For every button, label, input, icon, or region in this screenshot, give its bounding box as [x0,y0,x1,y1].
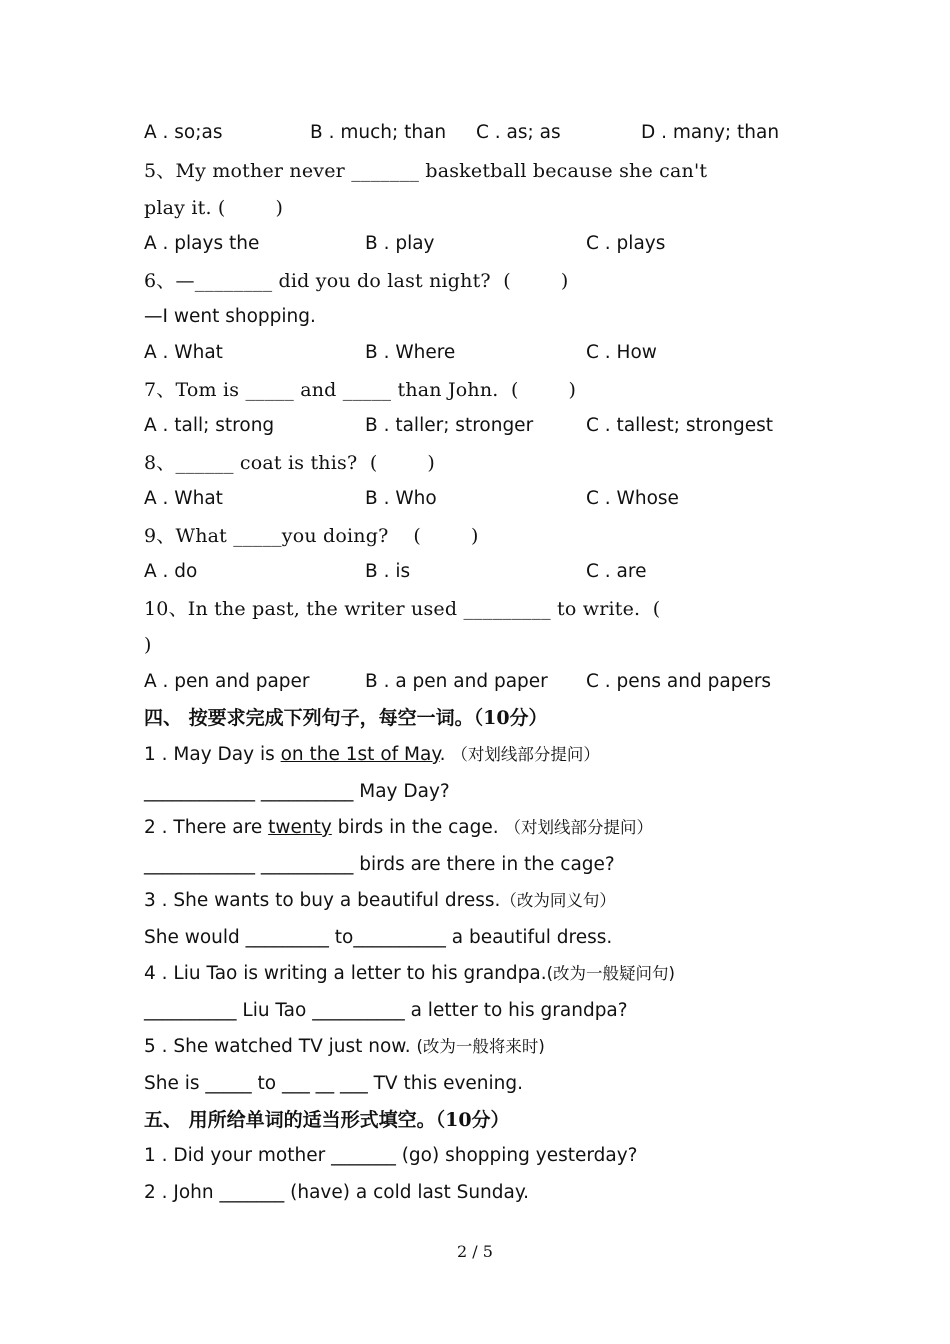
s4-item1-pre: 1 . May Day is [144,744,281,765]
s4-item3-prompt [144,889,616,913]
q8-question: 8、______ coat is this? ( ) [144,452,435,474]
q9-option-b: B . is [365,561,411,582]
q10-option-a: A . pen and paper [144,671,310,692]
q8-option-c: C . Whose [586,488,679,509]
q10-option-c: C . pens and papers [586,671,772,692]
q9-question: 9、What _____you doing? ( ) [144,525,479,547]
q7-option-b: B . taller; stronger [365,415,534,436]
q10-question-line2: ) [144,634,152,656]
s4-item2-prompt [144,816,653,840]
q5-question-line1: 5、My mother never _______ basketball because she can't [144,160,708,182]
q7-option-c: C . tallest; strongest [586,415,773,436]
q7-question: 7、Tom is _____ and _____ than John. ( ) [144,379,577,401]
s4-item1-note: （对划线部分提问） [451,745,600,764]
q9-option-c: C . are [586,561,647,582]
s4-item4-answer: __________ Liu Tao __________ a letter to his grandpa? [144,1000,628,1021]
s4-item1-answer: ____________ __________ May Day? [144,781,450,802]
s4-item2-pre: 2 . There are [144,817,269,838]
s4-item2-answer: ____________ __________ birds are there in the cage? [144,854,615,875]
q10-option-b: B . a pen and paper [365,671,548,692]
s4-item1-post: . [439,744,452,765]
section4-title: 四、 按要求完成下列句子，每空一词。（10分） [144,707,548,729]
q5-option-b: B . play [365,233,435,254]
q4-option-a: A . so;as [144,122,223,143]
q4-option-b: B . much; than [310,122,447,143]
q6-option-c: C . How [586,342,657,363]
s4-item5-answer: She is _____ to ___ __ ___ TV this evening. [144,1073,524,1094]
s4-item5-note: (改为一般将来时) [416,1037,545,1056]
s4-item1-prompt [144,743,600,767]
q4-option-d: D . many; than [641,122,780,143]
s4-item2-note: （对划线部分提问） [504,818,653,837]
q5-option-c: C . plays [586,233,666,254]
q6-question: 6、—________ did you do last night? ( ) [144,270,569,292]
q9-option-a: A . do [144,561,198,582]
q10-question-line1: 10、In the past, the writer used _________ to write. ( [144,598,661,620]
s4-item3-answer: She would _________ to__________ a beautiful dress. [144,927,613,948]
q6-option-a: A . What [144,342,223,363]
s4-item4-prompt [144,962,675,986]
s4-item5-prompt [144,1035,545,1059]
s4-item4-pre: 4 . Liu Tao is writing a letter to his grandpa. [144,963,547,984]
s4-item1-underlined: on the 1st of May [280,744,440,765]
s4-item2-underlined: twenty [268,817,332,838]
q6-answer-line: —I went shopping. [144,306,316,327]
q8-option-a: A . What [144,488,223,509]
q6-option-b: B . Where [365,342,456,363]
q4-option-c: C . as; as [476,122,561,143]
s4-item3-pre: 3 . She wants to buy a beautiful dress. [144,890,501,911]
s4-item4-note: (改为一般疑问句) [546,964,675,983]
q7-option-a: A . tall; strong [144,415,275,436]
section5-title: 五、 用所给单词的适当形式填空。（10分） [144,1109,510,1131]
page-number: 2 / 5 [457,1242,493,1261]
s4-item3-note: （改为同义句） [500,891,616,910]
s4-item5-pre: 5 . She watched TV just now. [144,1036,417,1057]
q5-option-a: A . plays the [144,233,260,254]
s5-item1: 1 . Did your mother _______ (go) shopping yesterday? [144,1145,638,1166]
s5-item2: 2 . John _______ (have) a cold last Sunday. [144,1182,530,1203]
q8-option-b: B . Who [365,488,437,509]
q5-question-line2: play it. ( ) [144,197,284,219]
s4-item2-post: birds in the cage. [331,817,505,838]
